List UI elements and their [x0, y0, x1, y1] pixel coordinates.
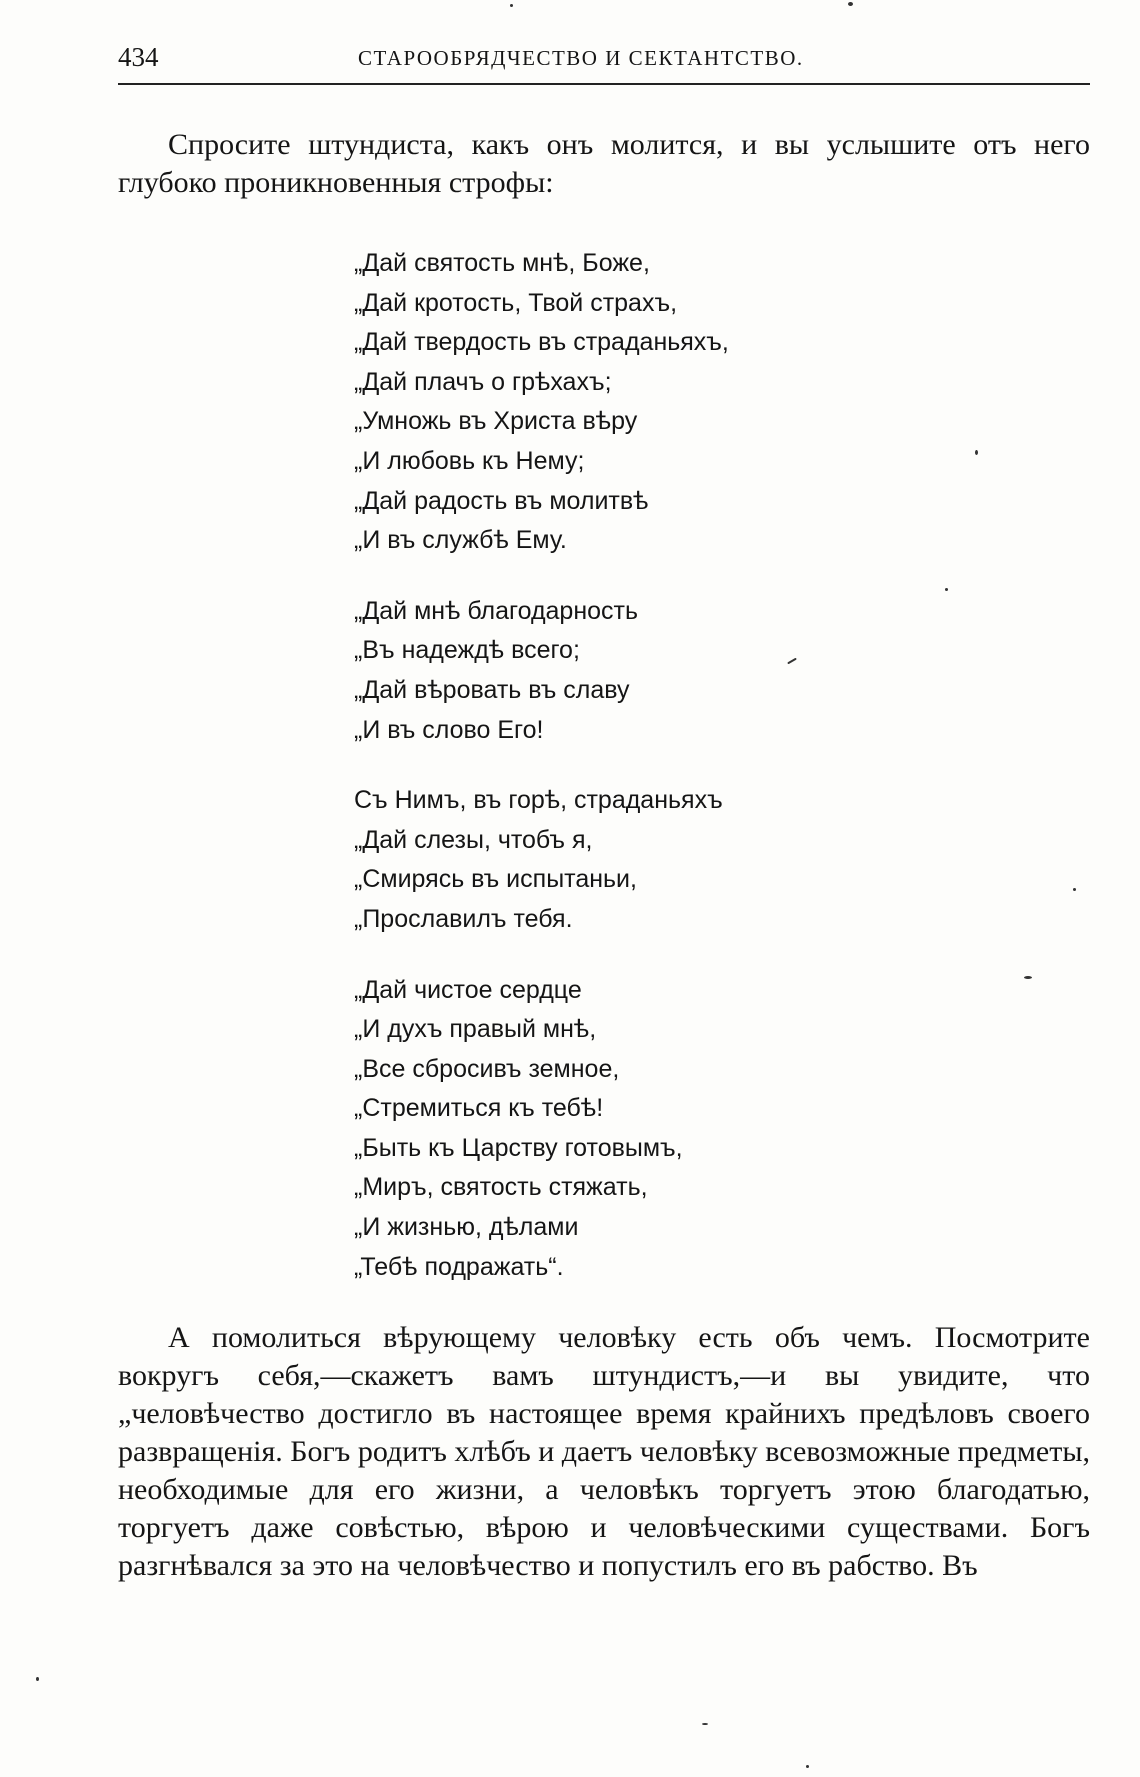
poem-verse: „Дай вѣровать въ славу — [354, 675, 630, 704]
scan-speck — [945, 588, 948, 591]
poem-verse: „Смирясь въ испытаньи, — [354, 865, 637, 894]
poem-verse: „И жизнью, дѣлами — [354, 1213, 579, 1242]
scan-speck — [1024, 976, 1032, 979]
poem-verse: „Дай чистое сердце — [354, 975, 582, 1004]
poem-verse: „Прославилъ тебя. — [354, 904, 573, 933]
poem-verse: „Миръ, святость стяжать, — [354, 1173, 648, 1202]
scan-speck — [806, 1765, 809, 1768]
poem-verse: „Дай плачъ о грѣхахъ; — [354, 367, 612, 396]
poem-verse: „Въ надеждѣ всего; — [354, 636, 580, 665]
scan-speck — [36, 1677, 39, 1681]
poem-verse: „Дай слезы, чтобъ я, — [354, 825, 593, 854]
poem — [354, 244, 954, 1287]
poem-verse: „И въ слово Его! — [354, 715, 544, 744]
poem-verse: „Стремиться къ тебѣ! — [354, 1094, 604, 1123]
poem-verse: „Дай радость въ молитвѣ — [354, 486, 649, 515]
poem-verse: „Дай святость мнѣ, Боже, — [354, 249, 650, 277]
poem-verse: „Все сбросивъ земное, — [354, 1054, 620, 1083]
poem-verse: „И любовь къ Нему; — [354, 446, 585, 475]
poem-stanza — [354, 971, 954, 1288]
poem-stanza — [354, 781, 954, 939]
poem-verse: „Дай кротость, Твой страхъ, — [354, 288, 678, 317]
poem-verse: „Тебѣ подражать“. — [354, 1252, 564, 1281]
scan-speck — [848, 2, 853, 6]
intro-paragraph: Спросите штундиста, какъ онъ молится, и вы услышите отъ него глубоко проникновенныя строфы: — [118, 128, 1090, 199]
scan-speck — [1073, 888, 1076, 891]
header-rule — [118, 83, 1090, 85]
poem-stanza — [354, 244, 954, 561]
poem-stanza — [354, 592, 954, 750]
running-title: СТАРООБРЯДЧЕСТВО И СЕКТАНТСТВО. — [358, 46, 804, 70]
poem-verse: „И въ службѣ Ему. — [354, 526, 567, 555]
poem-verse: „Быть къ Царству готовымъ, — [354, 1133, 683, 1162]
poem-verse: „И духъ правый мнѣ, — [354, 1015, 597, 1044]
poem-verse: „Умножь въ Христа вѣру — [354, 407, 638, 436]
page-header — [118, 38, 1088, 78]
poem-verse: „Дай твердость въ страданьяхъ, — [354, 328, 729, 357]
scan-speck — [510, 4, 513, 7]
poem-verse: „Дай мнѣ благодарность — [354, 596, 639, 625]
scan-speck — [702, 1723, 708, 1725]
scan-speck — [975, 450, 978, 455]
poem-verse: Съ Нимъ, въ горѣ, страданьяхъ — [354, 786, 723, 815]
closing-paragraph: А помолиться вѣрующему человѣку есть объ чемъ. Посмотрите вокругъ себя,—скажетъ вамъ штундистъ,—и вы увидите, что „человѣчество достигло въ настоящее время крайнихъ предѣловъ своего развращенія. Богъ родитъ хлѣбъ и даетъ человѣку всевозможные предметы, необходимые для его жизни, а человѣкъ торгуетъ этою благодатью, торгуетъ даже совѣстью, вѣрою и человѣческими существами. Богъ разгнѣвался за это на человѣчество и попустилъ его въ рабство. Въ — [118, 1321, 1090, 1582]
page-number: 434 — [118, 42, 159, 72]
